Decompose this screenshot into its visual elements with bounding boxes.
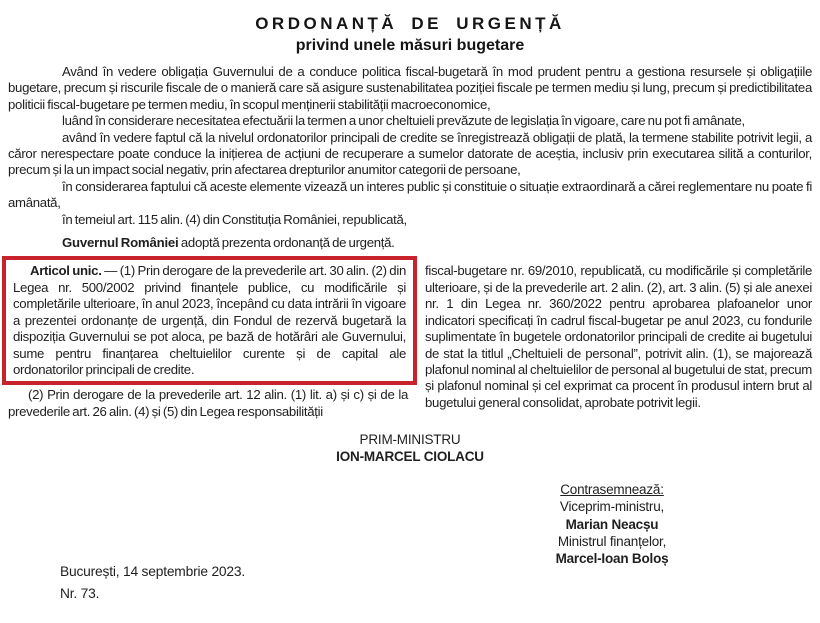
red-highlight-box <box>2 256 417 385</box>
article-unic-lead: Articol unic. <box>30 263 102 279</box>
pm-name: ION-MARCEL CIOLACU <box>336 448 484 464</box>
document-title: ORDONANȚĂ DE URGENȚĂ <box>255 14 565 33</box>
countersign-label: Contrasemnează: <box>560 482 664 497</box>
preamble-paragraph-4: în considerarea faptului că aceste elemente vizează un interes public și constituie o situație extraordinară a cărei reglementare nu poate fi amânată, <box>8 178 812 211</box>
countersigner-name-2: Marcel-Ioan Boloș <box>555 551 669 567</box>
document-subtitle: privind unele măsuri bugetare <box>295 37 525 54</box>
adoption-line <box>8 235 812 251</box>
adoption-text: adoptă prezenta ordonanță de urgență. <box>178 235 395 251</box>
prime-minister-signature <box>8 432 812 465</box>
article-unic-paragraph <box>13 263 406 378</box>
footer-place-date: București, 14 septembrie 2023. <box>60 564 245 579</box>
preamble <box>8 64 812 228</box>
article-continuation: fiscal-bugetare nr. 69/2010, republicată, cu modificările și completările ulterioare, și de la prevederile art. 2 alin. (2), art. 3 alin. (5) și ale anexei nr. 1 din Legea nr. 360/2022 pentru aprobarea plafoanelor unor indicatori specificați în cadrul fiscal-bugetar pe anul 2023, cu fondurile suplimentate în bugetele ordonatorilor principali de credite ai bugetului de stat la titlul „Cheltuieli de personal”, potrivit alin. (1), se majorează plafonul nominal al cheltuielilor de personal al bugetului de stat, precum și plafonul nominal și cel exprimat ca procent în produsul intern brut al bugetului general consolidat, aprobate potrivit legii. <box>425 263 812 410</box>
article-right-column <box>425 256 812 411</box>
footer-number: Nr. 73. <box>60 585 100 601</box>
document-footer <box>60 561 245 604</box>
pm-title: PRIM-MINISTRU <box>359 432 461 448</box>
preamble-paragraph-2: luând în considerare necesitatea efectuării la termen a unor cheltuieli prevăzute de legislația în vigoare, care nu pot fi amânate, <box>62 113 745 129</box>
article-unic-text: — (1) Prin derogare de la prevederile art. 30 alin. (2) din Legea nr. 500/2002 privind finanțele publice, cu modificările și completările ulterioare, în anul 2023, începând cu data intrării în vigoare a prezentei ordonanțe de urgență, din Fondul de rezervă bugetară la dispoziția Guvernului se pot aloca, pe bază de hotărâri ale Guvernului, sume pentru finanțarea cheltuielilor curente și de capital ale ordonatorilor principali de credite. <box>13 263 406 377</box>
countersigner-name-1: Marian Neacșu <box>565 516 659 532</box>
article-paragraph-2: (2) Prin derogare de la prevederile art. 12 alin. (1) lit. a) și c) și de la prevederile art. 26 alin. (4) și (5) din Legea responsabilității <box>8 387 408 419</box>
countersigner-role-1: Viceprim-ministru, <box>559 499 665 515</box>
preamble-paragraph-3: având în vedere faptul că la nivelul ordonatorilor principali de credite se înregistrează obligații de plată, la termene stabilite potrivit legii, a căror nerespectare poate conduce la inițierea de acțiuni de recuperare a sumelor datorate de aceștia, inclusiv prin executarea silită a conturilor, precum și la un impact social negativ, prin afectarea drepturilor anumitor categorii de persoane, <box>8 129 812 178</box>
article-left-column <box>8 256 408 420</box>
adoption-author: Guvernul României <box>62 235 179 251</box>
countersign-block <box>492 481 732 567</box>
article-columns <box>8 256 812 420</box>
preamble-paragraph-1: Având în vedere obligația Guvernului de a conduce politica fiscal-bugetară în mod prudent pentru a gestiona resursele și obligațiile bugetare, precum și riscurile fiscale de o manieră care să asigure sustenabilitatea poziției fiscale pe termen mediu și lung, precum și predictibilitatea politicii fiscal-bugetare pe termen mediu, în scopul menținerii stabilității macroeconomice, <box>8 64 812 112</box>
preamble-paragraph-5: în temeiul art. 115 alin. (4) din Constituția României, republicată, <box>62 211 407 227</box>
countersigner-role-2: Ministrul finanțelor, <box>557 533 667 549</box>
